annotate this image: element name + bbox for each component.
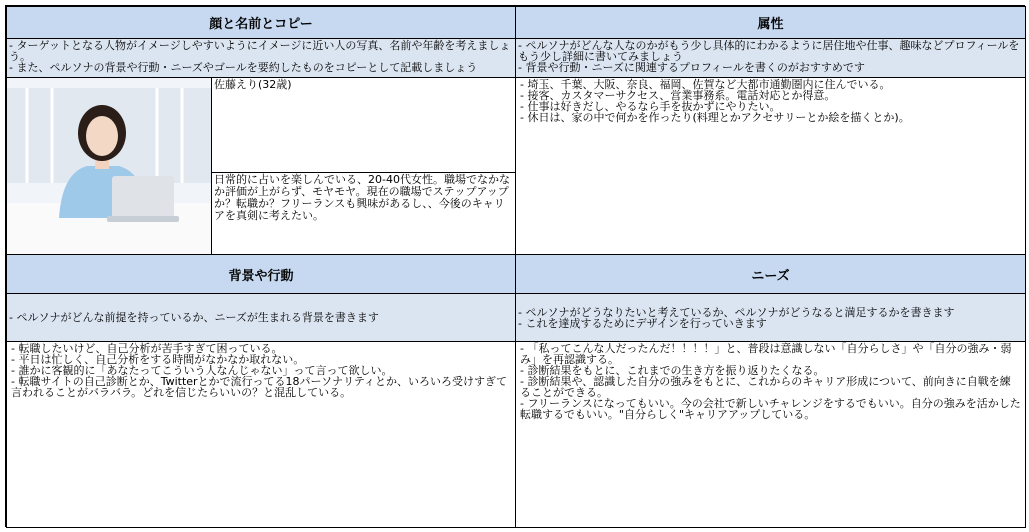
attribute-item: - 接客、カスタマーサクセス、営業事務系。電話対応とか得意。	[520, 89, 836, 102]
face-guide-line-2: - また、ペルソナの背景や行動・ニーズやゴールを要約したものをコピーとして記載しましょう	[9, 61, 478, 74]
persona-sheet	[5, 5, 1025, 527]
needs-guide	[515, 293, 1026, 342]
face-guide-line-1: - ターゲットとなる人物がイメージしやすいようにイメージに近い人の写真、名前や年齢を考えましょう。	[9, 39, 511, 63]
background-item: - 誰かに客観的に「あなたってこういう人なんじゃない」って言って欲しい。	[11, 364, 393, 377]
persona-copy: 日常的に占いを楽しんでいる、20-40代女性。職場でなかなか評価が上がらず、モヤモヤ。現在の職場でステップアップか？転職か？フリーランスも興味があるし、、今後のキャリアを真剣に考えたい。	[214, 173, 510, 222]
background-body	[6, 341, 516, 528]
needs-title: ニーズ	[751, 268, 790, 284]
background-item: - 転職サイトの自己診断とか、Twitterとかで流行ってる18パーソナリティとか、いろいろ受けすぎて言われることがバラバラ。どれを信じたらいいの？と混乱している。	[11, 375, 508, 399]
persona-photo-cell	[6, 77, 212, 255]
needs-body	[515, 341, 1026, 528]
needs-item: - 診断結果をもとに、これまでの生き方を振り返りたくなる。	[520, 364, 825, 377]
face-name-copy-title: 顔と名前とコピー	[209, 17, 313, 32]
background-guide	[6, 293, 516, 342]
attribute-guide-line-2: - 背景や行動・ニーズに関連するプロフィールを書くのがおすすめです	[518, 61, 865, 74]
attribute-title: 属性	[757, 17, 784, 32]
attribute-body	[515, 77, 1026, 255]
face-name-copy-header	[6, 6, 516, 39]
attribute-header	[515, 6, 1026, 39]
needs-item: - 「私ってこんな人だったんだ！！！！」と、普段は意識しない「自分らしさ」や「自分の強み・弱み」を再認識する。	[520, 342, 1012, 366]
background-item: - 転職したいけど、自己分析が苦手すぎて困っている。	[11, 342, 283, 355]
attribute-guide	[515, 38, 1026, 78]
needs-guide-line-2: - これを達成するためにデザインを行っていきます	[518, 316, 767, 330]
needs-item: - 診断結果や、認識した自分の強みをもとに、これからのキャリア形成について、前向きに自戦を練ることができる。	[520, 375, 1011, 399]
attribute-item: - 仕事は好きだし、やるなら手を抜かずにやりたい。	[520, 100, 781, 113]
persona-copy-cell	[211, 172, 516, 255]
face-guide	[6, 38, 516, 78]
attribute-item: - 休日は、家の中で何かを作ったり(料理とかアクセサリーとか絵を描くとか)。	[520, 111, 910, 124]
needs-guide-line-1: - ペルソナがどうなりたいと考えているか、ペルソナがどうなると満足するかを書きます	[518, 305, 955, 319]
attribute-guide-line-1: - ペルソナがどんな人なのかがもう少し具体的にわかるように居住地や仕事、趣味などプロフィールをもう少し詳細に書いてみましょう	[518, 39, 1020, 63]
persona-name-cell	[211, 77, 516, 173]
attribute-item: - 埼玉、千葉、大阪、奈良、福岡、佐賀など大都市通勤圏内に住んでいる。	[520, 78, 891, 91]
needs-item: - フリーランスになってもいい。今の会社で新しいチャレンジをするでもいい。自分の強みを活かした転職するでもいい。"自分らしく"キャリアアップしている。	[520, 397, 1021, 421]
background-header	[6, 254, 516, 294]
background-item: - 平日は忙しく、自己分析をする時間がなかなか取れない。	[11, 353, 305, 366]
background-guide-line-1: - ペルソナがどんな前提を持っているか、ニーズが生まれる背景を書きます	[9, 311, 379, 324]
background-title: 背景や行動	[228, 268, 294, 284]
needs-header	[515, 254, 1026, 294]
persona-photo	[7, 78, 211, 254]
persona-name: 佐藤えり(32歳)	[214, 78, 292, 91]
